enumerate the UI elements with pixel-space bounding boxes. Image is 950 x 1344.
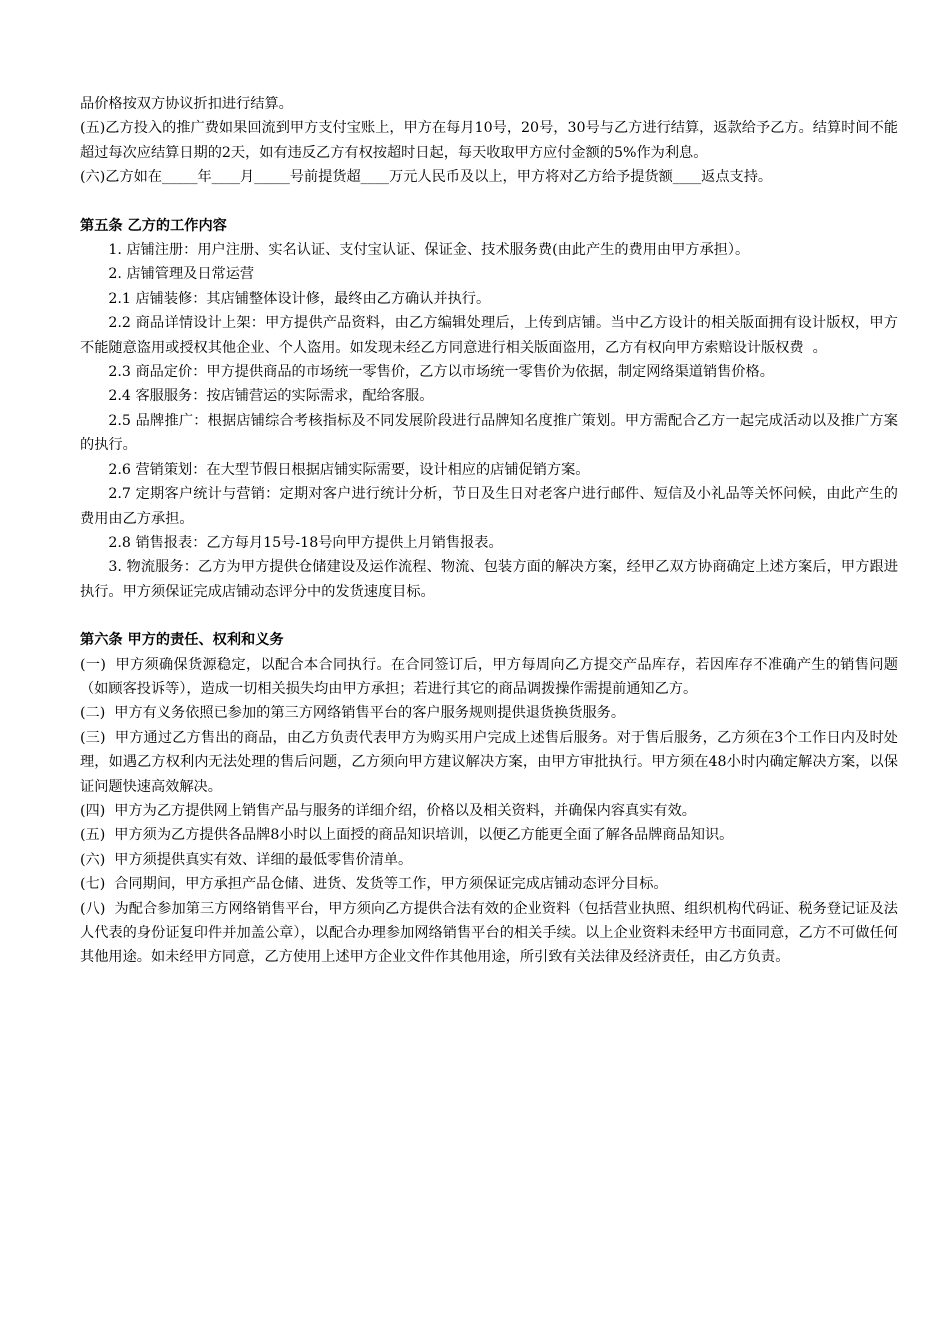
s5-item-3: 3. 物流服务：乙方为甲方提供仓储建设及运作流程、物流、包装方面的解决方案，经甲乙双方协商确定上述方案后，甲方跟进执行。甲方须保证完成店铺动态评分中的发货速度目标。 bbox=[80, 559, 898, 600]
s6-item-3: (三) 甲方通过乙方售出的商品，由乙方负责代表甲方为购买用户完成上述售后服务。对于售后服务，乙方须在3个工作日内及时处理，如遇乙方权利内无法处理的售后问题，乙方须向甲方建议解决方案，由甲方审批执行。甲方须在48小时内确定解决方案，以保证问题快速高效解决。 bbox=[80, 729, 898, 795]
s5-item-2-2: 2.2 商品详情设计上架：甲方提供产品资料，由乙方编辑处理后，上传到店铺。当中乙方设计的相关版面拥有设计版权，甲方不能随意盗用或授权其他企业、个人盗用。如发现未经乙方同意进行相关版面盗用，乙方有权向甲方索赔设计版权费 。 bbox=[80, 315, 898, 356]
contract-page bbox=[80, 92, 898, 970]
s6-item-8: (八) 为配合参加第三方网络销售平台，甲方须向乙方提供合法有效的企业资料（包括营业执照、组织机构代码证、税务登记证及法人代表的身份证复印件并加盖公章），以配合办理参加网络销售平台的相关手续。以上企业资料未经甲方书面同意，乙方不可做任何其他用途。如未经甲方同意，乙方使用上述甲方企业文件作其他用途，所引致有关法律及经济责任，由乙方负责。 bbox=[80, 900, 898, 966]
spacer bbox=[80, 190, 898, 214]
s5-item-2-4: 2.4 客服服务：按店铺营运的实际需求，配给客服。 bbox=[108, 388, 434, 405]
s6-item-4: (四) 甲方为乙方提供网上销售产品与服务的详细介绍，价格以及相关资料，并确保内容真实有效。 bbox=[80, 802, 696, 819]
s5-item-2-5: 2.5 品牌推广：根据店铺综合考核指标及不同发展阶段进行品牌知名度推广策划。甲方需配合乙方一起完成活动以及推广方案的执行。 bbox=[80, 412, 898, 454]
s5-item-1: 1. 店铺注册：用户注册、实名认证、支付宝认证、保证金、技术服务费(由此产生的费用由甲方承担）。 bbox=[108, 242, 750, 259]
paragraph-clause-6: (六)乙方如在_____年____月_____号前提货超____万元人民币及以上，甲方将对乙方给予提货额____返点支持。 bbox=[80, 169, 773, 186]
s5-item-2-7: 2.7 定期客户统计与营销：定期对客户进行统计分析，节日及生日对老客户进行邮件、短信及小礼品等关怀问候，由此产生的费用由乙方承担。 bbox=[80, 486, 898, 527]
s6-item-6: (六) 甲方须提供真实有效、详细的最低零售价清单。 bbox=[80, 851, 413, 868]
s6-item-2: (二) 甲方有义务依照已参加的第三方网络销售平台的客户服务规则提供退货换货服务。 bbox=[80, 705, 626, 722]
s5-item-2-8: 2.8 销售报表：乙方每月15号-18号向甲方提供上月销售报表。 bbox=[108, 534, 503, 551]
s5-item-2-1: 2.1 店铺装修：其店铺整体设计修，最终由乙方确认并执行。 bbox=[108, 290, 491, 307]
s6-item-5: (五) 甲方须为乙方提供各品牌8小时以上面授的商品知识培训，以便乙方能更全面了解各品牌商品知识。 bbox=[80, 827, 734, 844]
s6-item-1: (一) 甲方须确保货源稳定，以配合本合同执行。在合同签订后，甲方每周向乙方提交产品库存，若因库存不准确产生的销售问题（如顾客投诉等），造成一切相关损失均由甲方承担；若进行其它的商品调拨操作需提前通知乙方。 bbox=[80, 656, 898, 697]
s5-item-2: 2. 店铺管理及日常运营 bbox=[108, 266, 255, 283]
s5-item-2-3: 2.3 商品定价：甲方提供商品的市场统一零售价，乙方以市场统一零售价为依据，制定网络渠道销售价格。 bbox=[108, 364, 774, 381]
spacer bbox=[80, 604, 898, 628]
section-5-title: 第五条 乙方的工作内容 bbox=[80, 217, 227, 234]
paragraph-price-settlement: 品价格按双方协议折扣进行结算。 bbox=[80, 96, 293, 112]
paragraph-clause-5: (五)乙方投入的推广费如果回流到甲方支付宝账上，甲方在每月10号，20号，30号与乙方进行结算，返款给予乙方。结算时间不能超过每次应结算日期的2天，如有违反乙方有权按超时日起，每天收取甲方应付金额的5%作为利息。 bbox=[80, 120, 898, 161]
s5-item-2-6: 2.6 营销策划：在大型节假日根据店铺实际需要，设计相应的店铺促销方案。 bbox=[108, 461, 590, 478]
s6-item-7: (七) 合同期间，甲方承担产品仓储、进货、发货等工作，甲方须保证完成店铺动态评分目标。 bbox=[80, 876, 668, 893]
section-6-title: 第六条 甲方的责任、权利和义务 bbox=[80, 632, 284, 649]
